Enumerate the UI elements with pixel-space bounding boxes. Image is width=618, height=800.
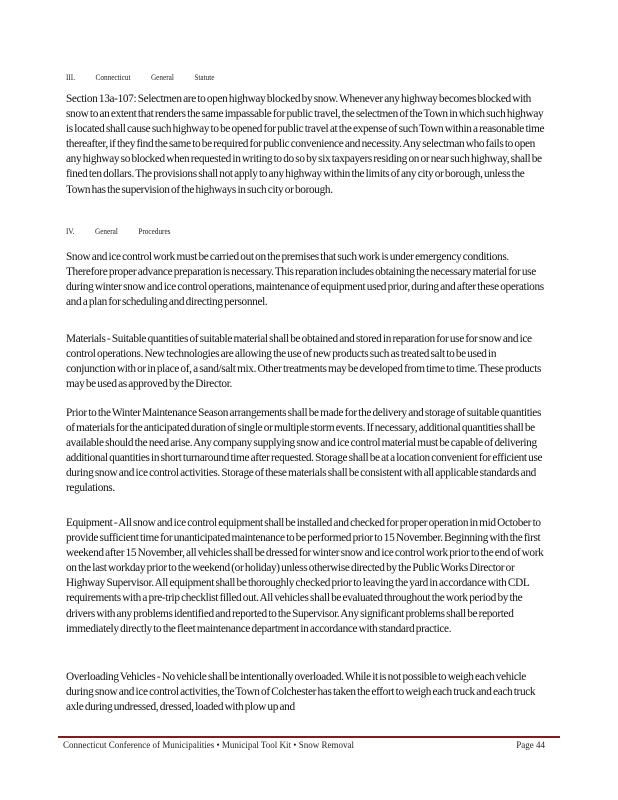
overloading-paragraph: Overloading Vehicles - No vehicle shall be intentionally overloaded. While it is not possible to weigh each vehicle during snow and ice control activities, the Town of Colchester has taken the effort to weigh each truck and each truck axle during undressed, dressed, loaded with plow up and [66,671,536,714]
page-footer [63,740,559,754]
heading-word: Connecticut [95,72,131,82]
heading-word: General [95,226,118,236]
materials-paragraph: Materials - Suitable quantities of suitable material shall be obtained and stored in reparation for use for snow and ice control operations. New technologies are allowing the use of new products such as treated salt to be used in conjunction with or in place of, a sand/salt mix. Other treatments may be developed from time to time. These products may be used as approved by the Director. [66,333,542,391]
statute-paragraph: Section 13a-107: Selectmen are to open highway blocked by snow. Whenever any highway becomes blocked with snow to an extent that renders the same impassable for public travel, the selectmen of the Town in which such highway is located shall cause such highway to be opened for public travel at the expense of such Town within a reasonable time thereafter, if they find the same to be required for public convenience and necessity. Any selectman who fails to open any highway so blocked when requested in writing to do so by six taxpayers residing on or near such highway, shall be fined ten dollars. The provisions shall not apply to any highway within the limits of any city or borough, unless the Town has the supervision of the highways in such city or borough. [66,93,545,196]
footer-rule [58,736,560,738]
section-number: III. [66,72,76,82]
section-number: IV. [66,226,75,236]
heading-word: General [150,72,174,82]
equipment-paragraph: Equipment - All snow and ice control equipment shall be installed and checked for proper operation in mid October to provide sufficient time for unanticipated maintenance to be performed prior to 15 November. Beginning with the first weekend after 15 November, all vehicles shall be dressed for winter snow and ice control work prior to the end of work on the last workday prior to the weekend (or holiday) unless otherwise directed by the Public Works Director or Highway Supervisor. All equipment shall be thoroughly checked prior to leaving the yard in accordance with CDL requirements with a pre-trip checklist filled out. All vehicles shall be evaluated throughout the work period by the drivers with any problems identified and reported to the Supervisor. Any significant problems shall be reported immediately directly to the fleet maintenance department in accordance with standard practice. [66,517,544,635]
section-heading-iv [66,226,189,236]
footer-title: Connecticut Conference of Municipalities • Municipal Tool Kit • Snow Removal [63,740,354,750]
intro-paragraph: Snow and ice control work must be carried out on the premises that such work is under emergency conditions. Therefore proper advance preparation is necessary. This reparation includes obtaining the necessary material for use during winter snow and ice control operations, maintenance of equipment used prior, during and after these operations and a plan for scheduling and directing personnel. [66,251,544,309]
section-heading-iii [66,72,233,82]
winter-season-paragraph: Prior to the Winter Maintenance Season arrangements shall be made for the delivery and storage of suitable quantities of materials for the anticipated duration of single or multiple storm events. If necessary, additional quantities shall be available should the need arise. Any company supplying snow and ice control material must be capable of delivering additional quantities in short turnaround time after requested. Storage shall be at a location convenient for efficient use during snow and ice control activities. Storage of these materials shall be consistent with all applicable standards and regulations. [66,407,543,495]
heading-word: Procedures [138,226,171,236]
heading-word: Statute [194,72,215,82]
page-number: Page 44 [516,740,545,750]
